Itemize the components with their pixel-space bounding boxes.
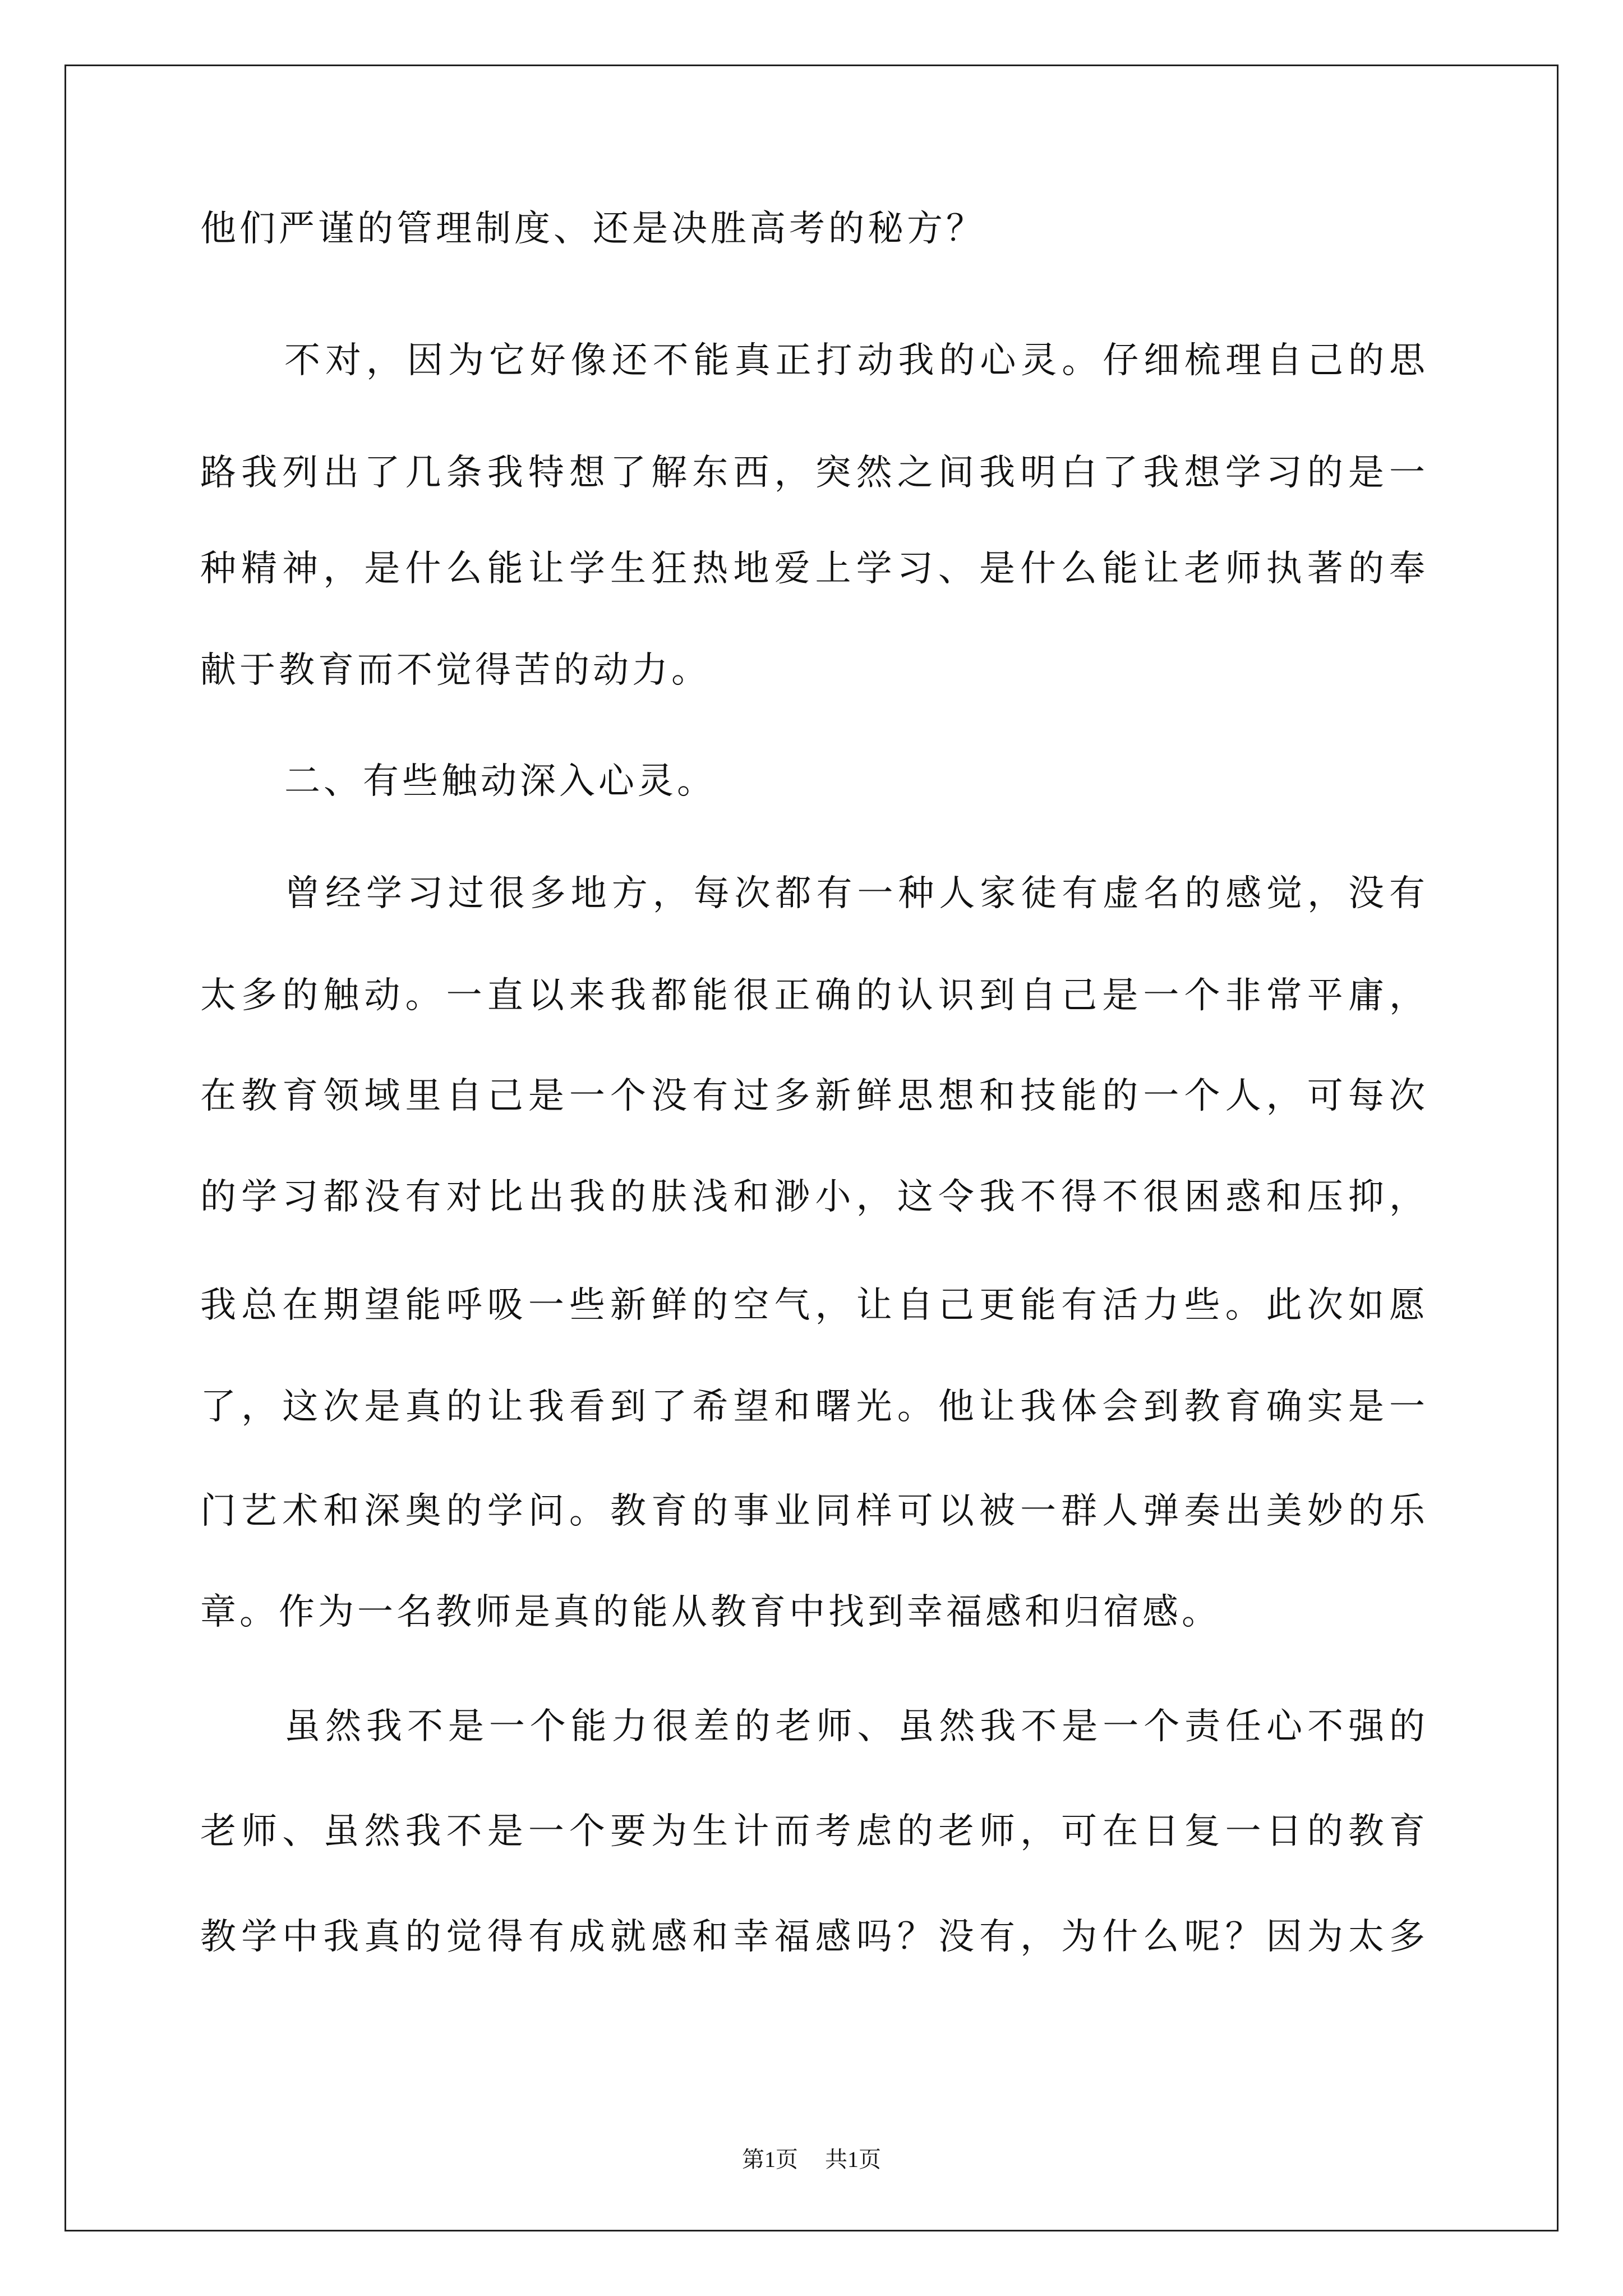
page-footer <box>0 2146 1623 2174</box>
text-line: 他们严谨的管理制度、还是决胜高考的秘方？ <box>200 208 985 250</box>
text-line: 献于教育而不觉得苦的动力。 <box>200 650 711 691</box>
text-line: 太多的触动。一直以来我都能很正确的认识到自己是一个非常平庸， <box>200 975 1428 1016</box>
text-line: 路我列出了几条我特想了解东西，突然之间我明白了我想学习的是一 <box>200 452 1428 494</box>
text-line: 曾经学习过很多地方，每次都有一种人家徒有虚名的感觉，没有 <box>284 873 1428 914</box>
text-line: 章。作为一名教师是真的能从教育中找到幸福感和归宿感。 <box>200 1591 1221 1633</box>
page-border <box>64 65 1559 2231</box>
text-line: 在教育领域里自己是一个没有过多新鲜思想和技能的一个人，可每次 <box>200 1075 1428 1117</box>
text-line: 种精神，是什么能让学生狂热地爱上学习、是什么能让老师执著的奉 <box>200 548 1428 590</box>
text-line: 教学中我真的觉得有成就感和幸福感吗？没有，为什么呢？因为太多 <box>200 1916 1428 1958</box>
section-heading: 二、有些触动深入心灵。 <box>284 761 716 802</box>
page-number: 第1页 <box>742 2147 798 2172</box>
page-total: 共1页 <box>825 2147 881 2172</box>
text-line: 的学习都没有对比出我的肤浅和渺小，这令我不得不很困惑和压抑， <box>200 1176 1428 1218</box>
text-line: 了，这次是真的让我看到了希望和曙光。他让我体会到教育确实是一 <box>200 1386 1428 1428</box>
text-line: 老师、虽然我不是一个要为生计而考虑的老师，可在日复一日的教育 <box>200 1811 1428 1852</box>
text-line: 不对，因为它好像还不能真正打动我的心灵。仔细梳理自己的思 <box>284 340 1428 381</box>
text-line: 我总在期望能呼吸一些新鲜的空气，让自己更能有活力些。此次如愿 <box>200 1285 1428 1326</box>
text-line: 虽然我不是一个能力很差的老师、虽然我不是一个责任心不强的 <box>284 1706 1428 1747</box>
text-line: 门艺术和深奥的学问。教育的事业同样可以被一群人弹奏出美妙的乐 <box>200 1490 1428 1532</box>
